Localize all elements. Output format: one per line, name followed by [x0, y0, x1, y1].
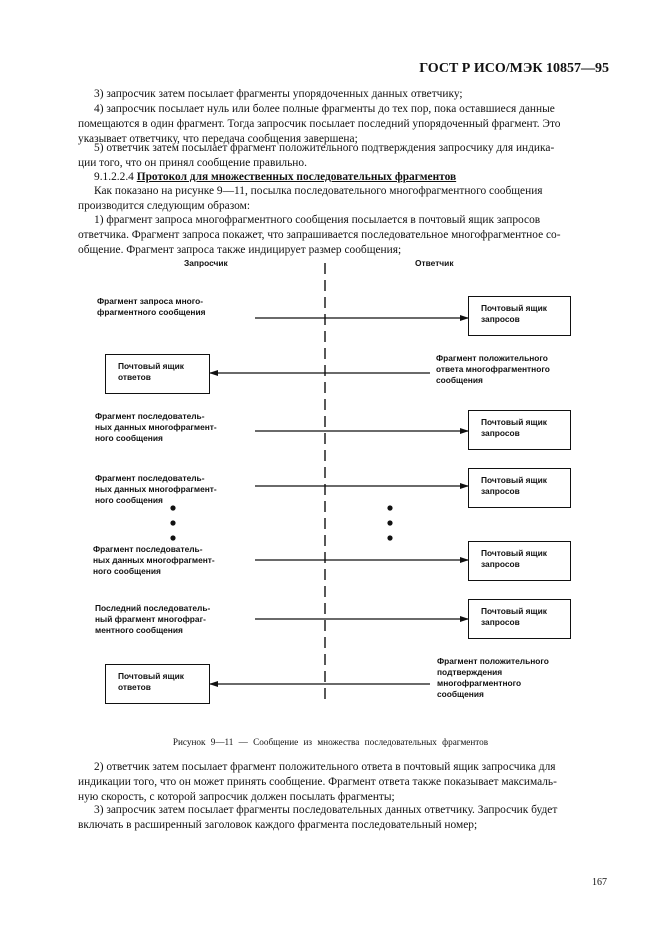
ellipsis-dot	[387, 520, 392, 525]
paragraph-step-3	[78, 87, 600, 102]
paragraph-step-1	[78, 213, 600, 258]
box-line: запросов	[481, 559, 520, 569]
mailbox-requests	[468, 296, 571, 336]
box-line: Почтовый ящик	[481, 475, 547, 485]
mailbox-requests	[468, 541, 571, 581]
text-line: 5) ответчик затем посылает фрагмент положительного подтверждения запросчику для индика-	[94, 142, 555, 154]
ellipsis-dot	[170, 505, 175, 510]
text-line: указывает ответчику, что передача сообщения завершена;	[78, 133, 358, 145]
responder-header: Ответчик	[415, 258, 454, 268]
text-line: включать в расширенный заголовок каждого фрагмента последовательный номер;	[78, 819, 478, 831]
box-line: ответов	[118, 372, 151, 382]
label-line: Фрагмент положительного	[436, 353, 548, 363]
label-data-fragment-2	[95, 473, 217, 506]
box-line: запросов	[481, 617, 520, 627]
page-number: 167	[592, 877, 607, 888]
label-response-fragment	[436, 353, 550, 386]
paragraph-step-3b	[78, 803, 600, 833]
text-line: помещаются в один фрагмент. Тогда запросчик посылает последний упорядоченный фрагмент. Это	[78, 118, 561, 130]
box-line: запросов	[481, 428, 520, 438]
document-header: ГОСТ Р ИСО/МЭК 10857—95	[419, 61, 609, 76]
label-line: сообщения	[437, 689, 484, 699]
text-line: ную скорость, с которой запросчик должен посылать фрагменты;	[78, 791, 395, 803]
box-line: запросов	[481, 314, 520, 324]
box-line: Почтовый ящик	[118, 361, 184, 371]
section-number: 9.1.2.2.4	[94, 171, 134, 183]
mailbox-requests	[468, 410, 571, 450]
label-ack-fragment	[437, 656, 549, 700]
figure-caption: Рисунок 9—11 — Сообщение из множества последовательных фрагментов	[172, 737, 489, 747]
label-line: ментного сообщения	[95, 625, 183, 635]
text-line: 4) запросчик посылает нуль или более полные фрагменты до тех пор, пока оставшиеся данные	[94, 103, 555, 115]
requester-header: Запросчик	[184, 258, 228, 268]
ellipsis-dot	[170, 535, 175, 540]
paragraph-step-2	[78, 760, 600, 805]
section-title: Протокол для множественных последовательных фрагментов	[136, 171, 457, 183]
box-line: Почтовый ящик	[481, 548, 547, 558]
text-line: индикации того, что он может принять сообщение. Фрагмент ответа также показывает максималь-	[78, 776, 557, 788]
section-heading	[78, 170, 600, 185]
text-line: общение. Фрагмент запроса также индицирует размер сообщения;	[78, 244, 402, 256]
text-line: производится следующим образом:	[78, 200, 250, 212]
mailbox-requests	[468, 599, 571, 639]
label-request-fragment	[97, 296, 205, 318]
label-line: ных данных многофрагмент-	[95, 484, 217, 494]
box-line: Почтовый ящик	[118, 671, 184, 681]
label-line: ных данных многофрагмент-	[95, 422, 217, 432]
label-line: фрагментного сообщения	[97, 307, 206, 317]
text-line: Как показано на рисунке 9—11, посылка последовательного многофрагментного сообщения	[94, 185, 543, 197]
label-line: Фрагмент запроса много-	[97, 296, 204, 306]
label-data-fragment-3	[93, 544, 215, 577]
box-line: ответов	[118, 682, 151, 692]
label-last-fragment	[95, 603, 210, 636]
label-line: Фрагмент последователь-	[95, 411, 205, 421]
text-line: ответчика. Фрагмент запроса покажет, что запрашивается последовательное многофрагментное со-	[78, 229, 561, 241]
box-line: Почтовый ящик	[481, 303, 547, 313]
text-line: 3) запросчик затем посылает фрагменты упорядоченных данных ответчику;	[94, 88, 463, 100]
label-line: сообщения	[436, 375, 483, 385]
box-line: Почтовый ящик	[481, 417, 547, 427]
mailbox-responses	[105, 354, 210, 394]
label-line: Фрагмент положительного	[437, 656, 549, 666]
label-line: ного сообщения	[95, 433, 163, 443]
label-line: ответа многофрагментного	[436, 364, 550, 374]
mailbox-responses	[105, 664, 210, 704]
ellipsis-dot	[170, 520, 175, 525]
label-line: Фрагмент последователь-	[95, 473, 205, 483]
label-line: Последний последователь-	[95, 603, 211, 613]
text-line: 1) фрагмент запроса многофрагментного сообщения посылается в почтовый ящик запросов	[94, 214, 541, 226]
text-line: ции того, что он принял сообщение правильно.	[78, 157, 307, 169]
box-line: запросов	[481, 486, 520, 496]
label-line: многофрагментного	[437, 678, 522, 688]
label-line: ного сообщения	[95, 495, 163, 505]
text-line: 2) ответчик затем посылает фрагмент положительного ответа в почтовый ящик запросчика для	[94, 761, 556, 773]
label-line: ных данных многофрагмент-	[93, 555, 215, 565]
ellipsis-dot	[387, 505, 392, 510]
label-data-fragment-1	[95, 411, 217, 444]
label-line: Фрагмент последователь-	[93, 544, 203, 554]
paragraph-intro	[78, 184, 600, 214]
label-line: ный фрагмент многофраг-	[95, 614, 206, 624]
label-line: подтверждения	[437, 667, 503, 677]
box-line: Почтовый ящик	[481, 606, 547, 616]
mailbox-requests	[468, 468, 571, 508]
ellipsis-dot	[387, 535, 392, 540]
text-line: 3) запросчик затем посылает фрагменты последовательных данных ответчику. Запросчик будет	[94, 804, 558, 816]
label-line: ного сообщения	[93, 566, 161, 576]
paragraph-step-5	[78, 141, 600, 171]
